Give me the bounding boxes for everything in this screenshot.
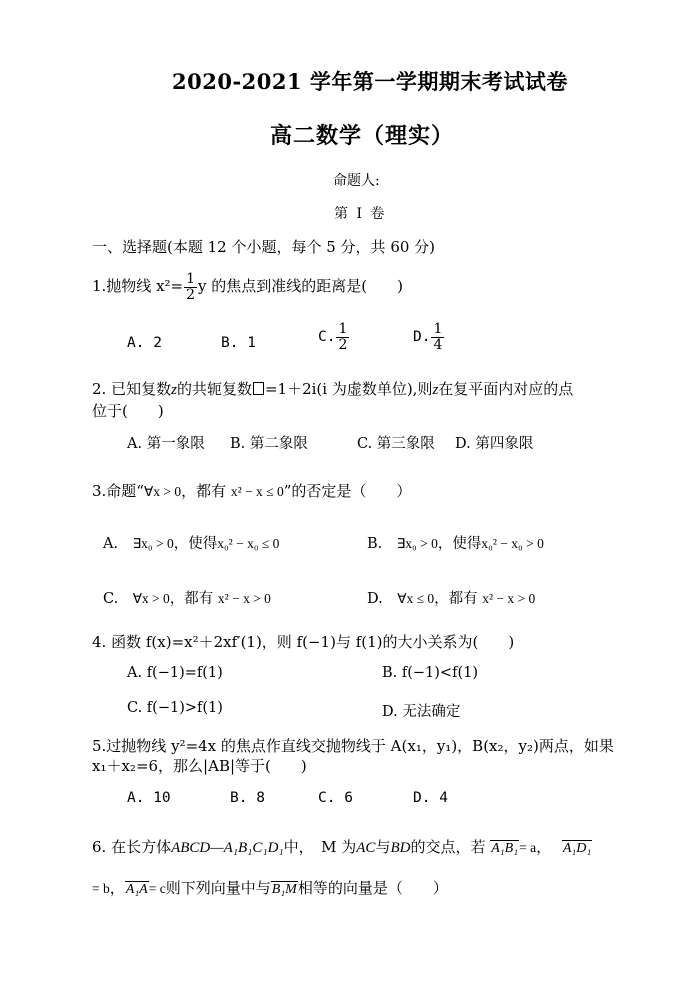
q2-end: 在复平面内对应的点 (438, 380, 574, 398)
section-heading: 一、选择题(本题 12 个小题，每个 5 分，共 60 分) (92, 238, 436, 256)
q3-d-quantifier: ∀x ≤ 0 (397, 591, 435, 606)
q2-mid: 的共轭复数 (176, 380, 252, 398)
q1-frac-den: 2 (186, 286, 196, 303)
q2-var-z-2: z (432, 382, 439, 398)
q3-b-quantifier: ∃x₀ > 0 (396, 536, 438, 551)
question-6-line2: = b，A₁A= c则下列向量中与B₁M相等的向量是（ ） (92, 879, 448, 897)
q6-mid4: 则下列向量中与 (165, 879, 271, 897)
q3-option-d (367, 587, 535, 608)
q1-option-d-num: 1 (433, 321, 443, 337)
q3-d-label: D. (367, 591, 383, 607)
q5-option-b: B. 8 (230, 790, 265, 806)
q3-a-quantifier: ∃x₀ > 0 (132, 536, 174, 551)
q6-mid2: 与 (375, 838, 391, 856)
q3-b-mid: ，使得 (437, 536, 482, 552)
q3-quantifier: ∀x > 0 (143, 484, 182, 499)
exam-title: 2020-2021 学年第一学期期末考试试卷 (172, 69, 568, 94)
q4-option-b: B. f(−1)<f(1) (382, 665, 478, 681)
q6-bd: BD (390, 840, 411, 856)
question-1 (92, 272, 403, 302)
q4-option-d: D. 无法确定 (382, 704, 461, 720)
q4-option-a: A. f(−1)=f(1) (127, 665, 223, 681)
question-3 (92, 480, 411, 501)
q1-option-c-num: 1 (338, 321, 348, 337)
q1-suffix: y 的焦点到准线的距离是( ) (198, 277, 403, 296)
question-2 (92, 378, 573, 399)
q3-prefix: 3.命题“ (92, 482, 144, 500)
q2-after-box: =1＋2i(i 为虚数单位),则 (264, 380, 433, 398)
q5-option-d: D. 4 (413, 790, 448, 806)
q3-option-b (367, 532, 544, 553)
q6-suffix: 相等的向量是（ ） (297, 879, 448, 897)
q1-option-c (318, 322, 350, 352)
q6-mid3: 的交点，若 (410, 838, 486, 856)
q6-solid: ABCD—A₁B₁C₁D₁ (171, 840, 284, 856)
q3-suffix: ”的否定是（ ） (283, 482, 412, 500)
q4-option-c: C. f(−1)>f(1) (127, 700, 223, 716)
q6-vector-a1d1: A₁D₁ (562, 841, 592, 856)
q1-fraction (184, 272, 197, 302)
q1-option-a: A. 2 (127, 335, 162, 351)
q1-option-d (413, 322, 445, 352)
q3-d-mid: ，都有 (434, 591, 478, 607)
q2-option-c: C. 第三象限 (357, 436, 435, 452)
q1-option-d-label: D. (413, 329, 431, 346)
q3-option-c (103, 587, 271, 608)
question-5-line1: 5.过抛物线 y²=4x 的焦点作直线交抛物线于 A(x₁，y₁)，B(x₂，y₂)两点，如果 (92, 737, 614, 755)
q1-option-c-den: 2 (338, 336, 348, 353)
q3-option-a (103, 532, 279, 553)
q6-eq-c: = c (148, 881, 166, 896)
q2-var-z: z (171, 382, 177, 398)
q3-b-expr: x₀² − x₀ > 0 (481, 536, 544, 551)
question-6-line1: 6. 在长方体ABCD—A₁B₁C₁D₁中， M 为AC与BD的交点，若 A₁B₁= a， A₁D₁ (92, 838, 592, 856)
question-4: 4. 函数 f(x)=x²＋2xf′(1)，则 f(−1)与 f(1)的大小关系为( ) (92, 633, 515, 651)
q2-option-b: B. 第二象限 (230, 436, 308, 452)
conjugate-placeholder-box (253, 382, 264, 395)
q5-option-a: A. 10 (127, 790, 171, 806)
author-label: 命题人: (333, 173, 380, 189)
q6-eq-b: = b (92, 881, 110, 896)
q6-vector-a1a: A₁A (125, 882, 148, 897)
q5-option-c: C. 6 (318, 790, 353, 806)
q3-c-label: C. (103, 591, 119, 607)
q3-a-expr: x₀² − x₀ ≤ 0 (217, 536, 280, 551)
q1-frac-num: 1 (186, 271, 196, 287)
q3-a-mid: ，使得 (173, 536, 218, 552)
question-5-line2: x₁＋x₂=6，那么|AB|等于( ) (92, 757, 307, 775)
q6-vector-a1b1: A₁B₁ (491, 841, 519, 856)
q6-eq-a: = a (519, 840, 537, 855)
q6-mid1: 中， M 为 (283, 838, 357, 856)
q1-prefix: 1.抛物线 x²= (92, 277, 184, 296)
q3-c-mid: ，都有 (169, 591, 214, 607)
q6-ac: AC (356, 840, 376, 856)
q3-d-expr: x² − x > 0 (482, 591, 536, 606)
q3-a-label: A. (103, 536, 119, 552)
q6-prefix: 6. 在长方体 (92, 838, 172, 856)
q3-b-label: B. (367, 536, 383, 552)
exam-subtitle: 高二数学（理实） (270, 123, 455, 149)
q3-c-quantifier: ∀x > 0 (132, 591, 170, 606)
q1-option-d-den: 4 (433, 336, 443, 353)
q3-c-expr: x² − x > 0 (217, 591, 271, 606)
q2-option-d: D. 第四象限 (455, 436, 534, 452)
q2-line2: 位于( ) (92, 402, 164, 420)
q2-option-a: A. 第一象限 (127, 436, 205, 452)
volume-label: 第 I 卷 (334, 206, 387, 222)
q1-option-b: B. 1 (221, 335, 256, 351)
q2-prefix: 2. 已知复数 (92, 380, 172, 398)
q1-option-c-label: C. (318, 329, 336, 346)
q3-expression: x² − x ≤ 0 (230, 484, 284, 499)
q6-vector-b1m: B₁M (271, 882, 297, 897)
q3-mid: ，都有 (181, 482, 227, 500)
